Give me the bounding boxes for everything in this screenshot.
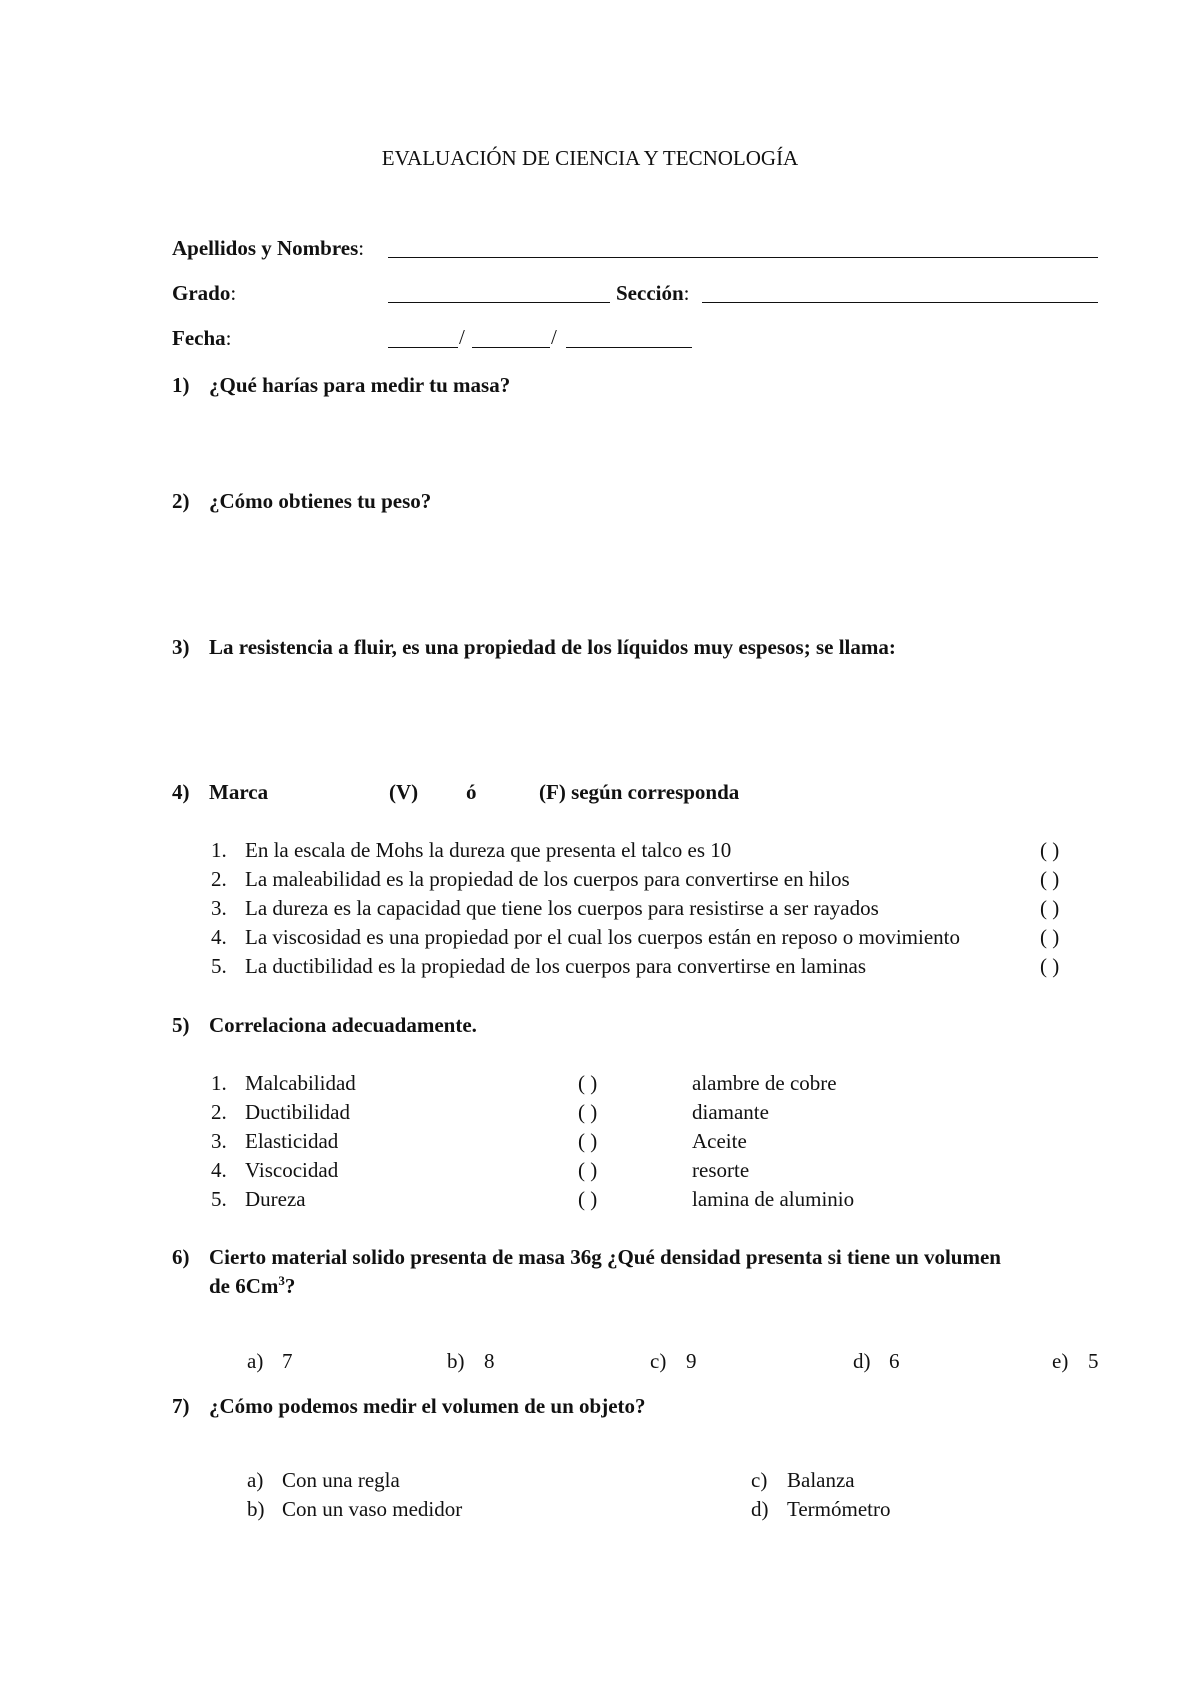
term: Elasticidad [245,1129,339,1153]
list-item-number: 4. [211,1158,227,1182]
date-month-field[interactable] [472,347,550,348]
option-letter: e) [1052,1349,1069,1373]
option-letter: d) [853,1349,871,1373]
option-value: Balanza [787,1468,855,1492]
names-field[interactable] [388,257,1098,258]
question-6-text-line2: de 6Cm$^3$? [209,1273,296,1298]
question-6-number: 6) [172,1245,190,1269]
question-5-number: 5) [172,1013,190,1037]
match-option: diamante [692,1100,769,1124]
term: Ductibilidad [245,1100,350,1124]
page-title: EVALUACIÓN DE CIENCIA Y TECNOLOGÍA [381,146,799,170]
answer-parens[interactable]: ( ) [1040,954,1060,978]
question-4-or: ó [466,780,477,804]
option-value: 5 [1088,1349,1099,1373]
answer-parens[interactable]: ( ) [1040,896,1060,920]
section-field[interactable] [702,302,1098,303]
date-day-field[interactable] [388,347,458,348]
list-item: La ductibilidad es la propiedad de los cuerpos para convertirse en laminas [245,954,867,978]
list-item-number: 3. [211,1129,227,1153]
option-letter: d) [751,1497,769,1521]
option-letter: b) [247,1497,265,1521]
question-3-number: 3) [172,635,190,659]
question-4-false-option: (F) según corresponda [539,780,740,804]
option-value: Con un vaso medidor [282,1497,463,1521]
answer-parens[interactable]: ( ) [578,1129,598,1153]
option-letter: c) [751,1468,768,1492]
answer-parens[interactable]: ( ) [1040,867,1060,891]
list-item-number: 2. [211,1100,227,1124]
question-7-number: 7) [172,1394,190,1418]
option-value: Con una regla [282,1468,400,1492]
date-year-field[interactable] [566,347,692,348]
list-item: La maleabilidad es la propiedad de los cuerpos para convertirse en hilos [245,867,850,891]
question-1-text: ¿Qué harías para medir tu masa? [209,373,511,397]
question-3-text: La resistencia a fluir, es una propiedad de los líquidos muy espesos; se llama: [209,635,896,659]
match-option: alambre de cobre [692,1071,837,1095]
question-5-text: Correlaciona adecuadamente. [209,1013,477,1037]
list-item: La dureza es la capacidad que tiene los cuerpos para resistirse a ser rayados [245,896,879,920]
answer-parens[interactable]: ( ) [578,1187,598,1211]
list-item-number: 5. [211,954,227,978]
list-item-number: 2. [211,867,227,891]
answer-parens[interactable]: ( ) [578,1100,598,1124]
list-item-number: 4. [211,925,227,949]
term: Malcabilidad [245,1071,356,1095]
list-item: En la escala de Mohs la dureza que presenta el talco es 10 [245,838,732,862]
option-letter: c) [650,1349,667,1373]
question-4-marca: Marca [209,780,269,804]
answer-parens[interactable]: ( ) [1040,838,1060,862]
question-2-text: ¿Cómo obtienes tu peso? [209,489,432,513]
option-value: 9 [686,1349,697,1373]
option-value: Termómetro [787,1497,891,1521]
names-label: Apellidos y Nombres: [172,236,365,260]
option-value: 7 [282,1349,293,1373]
section-label: Sección: [616,281,690,305]
option-value: 8 [484,1349,495,1373]
list-item: La viscosidad es una propiedad por el cual los cuerpos están en reposo o movimiento [245,925,960,949]
question-4-true-option: (V) [389,780,419,804]
list-item-number: 1. [211,838,227,862]
option-letter: a) [247,1349,264,1373]
term: Dureza [245,1187,306,1211]
date-slash: / [551,325,557,349]
list-item-number: 1. [211,1071,227,1095]
match-option: lamina de aluminio [692,1187,855,1211]
question-1-number: 1) [172,373,190,397]
answer-parens[interactable]: ( ) [1040,925,1060,949]
question-4-number: 4) [172,780,190,804]
answer-parens[interactable]: ( ) [578,1158,598,1182]
match-option: resorte [692,1158,750,1182]
match-option: Aceite [692,1129,747,1153]
option-value: 6 [889,1349,900,1373]
question-2-number: 2) [172,489,190,513]
question-7-text: ¿Cómo podemos medir el volumen de un objeto? [209,1394,646,1418]
date-slash: / [459,325,465,349]
answer-parens[interactable]: ( ) [578,1071,598,1095]
option-letter: b) [447,1349,465,1373]
option-letter: a) [247,1468,264,1492]
date-label: Fecha: [172,326,232,350]
list-item-number: 3. [211,896,227,920]
term: Viscocidad [245,1158,339,1182]
grade-label: Grado: [172,281,237,305]
list-item-number: 5. [211,1187,227,1211]
question-6-text: Cierto material solido presenta de masa 36g ¿Qué densidad presenta si tiene un volumen [209,1245,1001,1269]
grade-field[interactable] [388,302,610,303]
